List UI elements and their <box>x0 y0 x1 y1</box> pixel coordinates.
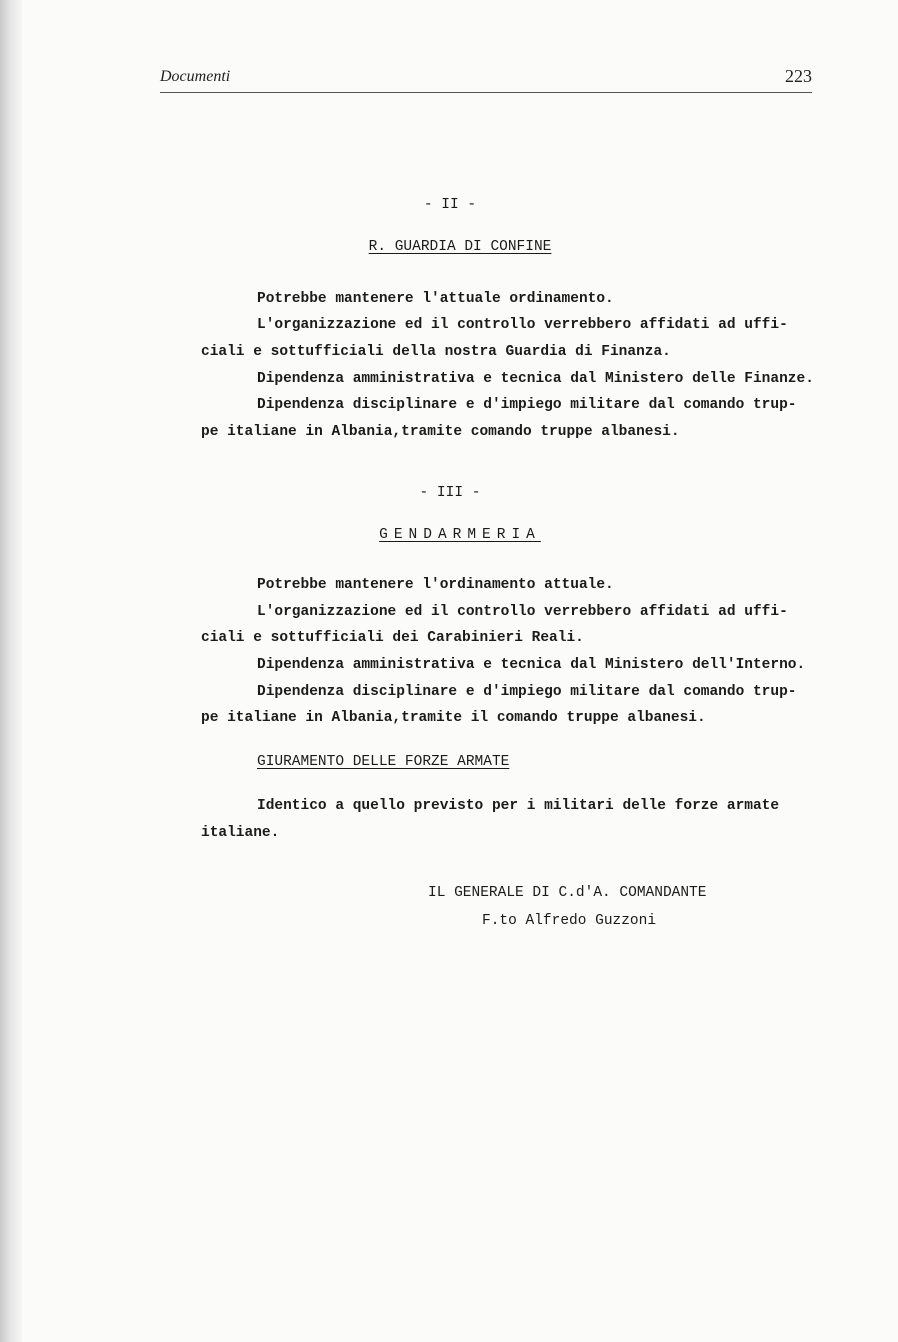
section-3-numeral: - III - <box>419 485 481 501</box>
section-2-line-1: Potrebbe mantenere l'attuale ordinamento. <box>257 291 614 307</box>
section-2-line-6: pe italiane in Albania,tramite comando truppe albanesi. <box>201 424 680 440</box>
section-2-line-5: Dipendenza disciplinare e d'impiego militare dal comando trup- <box>257 397 797 413</box>
section-2-numeral: - II - <box>423 197 477 213</box>
section-3-line-6: pe italiane in Albania,tramite il comando truppe albanesi. <box>201 710 706 726</box>
oath-line-1: Identico a quello previsto per i militari delle forze armate <box>257 798 780 814</box>
oath-heading: GIURAMENTO DELLE FORZE ARMATE <box>257 754 510 770</box>
section-2-line-3: ciali e sottufficiali della nostra Guardia di Finanza. <box>201 344 671 360</box>
section-3-line-1: Potrebbe mantenere l'ordinamento attuale. <box>257 577 614 593</box>
running-head <box>160 66 812 93</box>
section-3-heading: GENDARMERIA <box>379 527 541 543</box>
signature-title: IL GENERALE DI C.d'A. COMANDANTE <box>428 885 707 901</box>
page-number: 223 <box>785 66 812 86</box>
oath-line-2: italiane. <box>201 825 280 841</box>
section-3-line-2: L'organizzazione ed il controllo verrebbero affidati ad uffi- <box>257 604 788 620</box>
section-2-line-2: L'organizzazione ed il controllo verrebbero affidati ad uffi- <box>257 317 788 333</box>
section-3-line-4: Dipendenza amministrativa e tecnica dal Ministero dell'Interno. <box>257 657 806 673</box>
section-2-line-4: Dipendenza amministrativa e tecnica dal Ministero delle Finanze. <box>257 371 814 387</box>
section-3-line-5: Dipendenza disciplinare e d'impiego militare dal comando trup- <box>257 684 797 700</box>
section-3-line-3: ciali e sottufficiali dei Carabinieri Reali. <box>201 630 584 646</box>
signature-name: F.to Alfredo Guzzoni <box>482 913 657 929</box>
running-head-title: Documenti <box>160 68 231 85</box>
section-2-heading: R. GUARDIA DI CONFINE <box>368 239 552 255</box>
binding-shadow <box>0 0 22 1342</box>
